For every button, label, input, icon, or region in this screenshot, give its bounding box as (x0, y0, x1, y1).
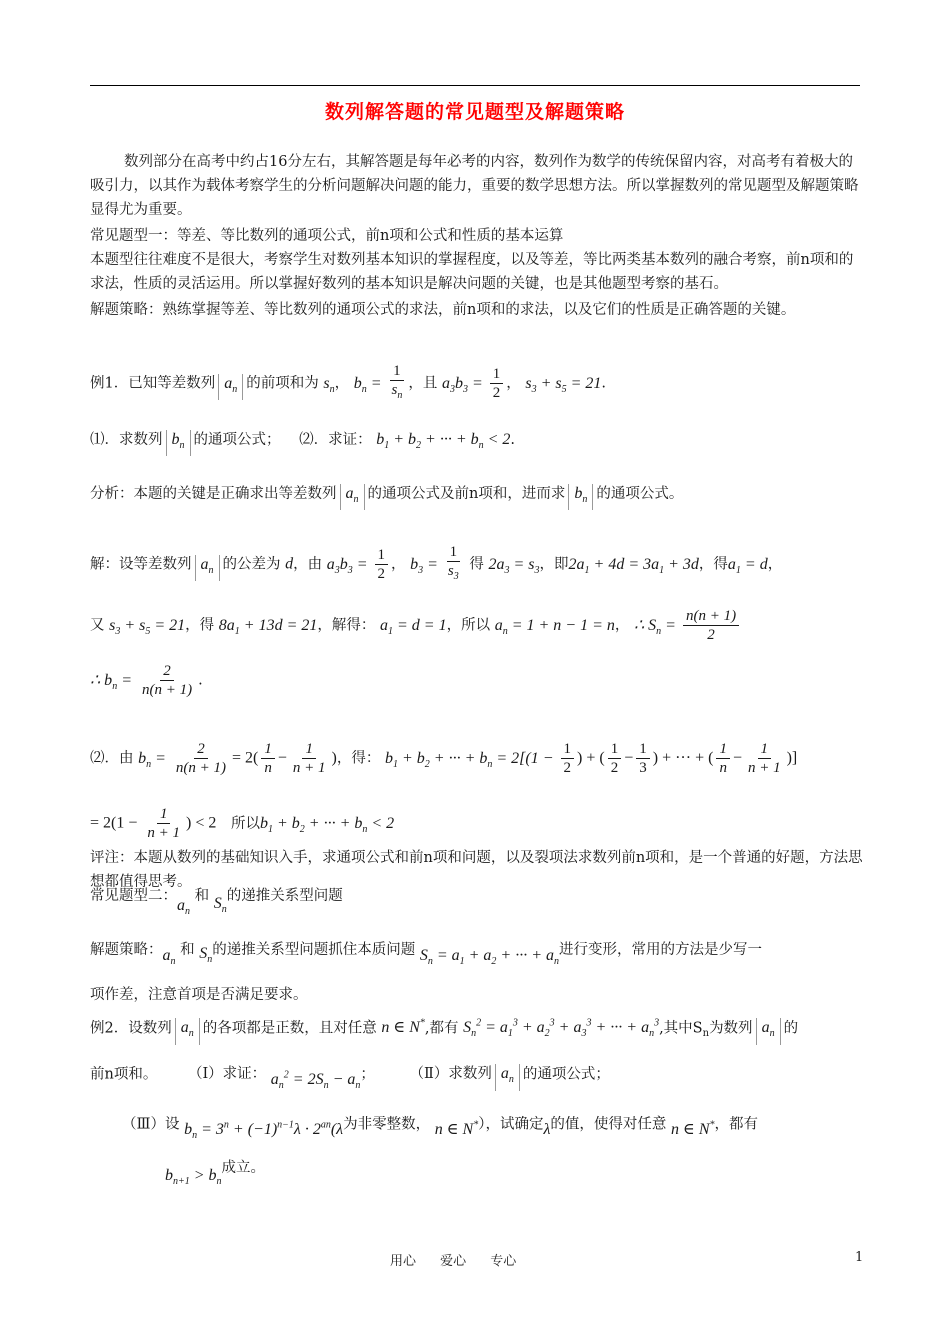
seq-a-formula: $a_n$ (495, 1064, 520, 1090)
type2-strategy-cont: 项作差，注意首项是否满足要求。 (90, 987, 308, 1003)
ex1-comment: 评注：本题从数列的基础知识入手，求通项公式和前n项和问题，以及裂项法求数列前n项和，是一个普通的好题，方法思想都值得思考。 (90, 850, 863, 890)
formula-bn-increasing: $b_{n+1} > b_n$ (165, 1167, 222, 1188)
formula-an: $a_n = 1 + n - 1 = n$ (494, 616, 615, 637)
formula-bn-def: $b_n$ = (353, 374, 386, 395)
ex1-solution-line2: 又 $s_3 + s_5 = 21$，得 $8a_1 + 13d = 21$，解得： $a_1 = d = 1$，所以 $a_n = 1 + n - 1 = n$， ∴ $S_n$ = $\frac{n(n + 1)}{2}$ (90, 607, 865, 644)
seq-a-formula: $a_n$ (195, 555, 220, 581)
formula-sn: $S_n$ (199, 945, 213, 966)
ex1-part2-line2: = 2(1 − $\frac{1}{n + 1}$ ) < 2 所以$b_1 + b_2$ + ··· + $b_n < 2$ (90, 806, 395, 841)
formula-eq-d: $2a_1 + 4d = 3a_1 + 3d$ (568, 555, 699, 576)
formula-sn-frac: $\frac{n(n + 1)}{2}$ (683, 607, 739, 644)
ex1-part2-line1: ⑵．由 $b_n$ = $\frac{2}{n(n + 1)}$ = 2( $\frac{1}{n}$ − $\frac{1}{n + 1}$ )，得： $b_1 + b_2$ + ··· + $b_n = 2[(1$ − $\frac{1}{2}$ ) + ( $\frac{1}{2}$ − $\frac{1}{3}$ ) + ··· + ( $\frac{1}{n}$ − $\frac{1}{n + 1}$ )] (90, 741, 798, 776)
seq-b-formula: $b_n$ (568, 484, 593, 510)
ex1-statement: 例1．已知等差数列 $a_n$ 的前项和为 $s_n$， $b_n$ = $\frac{1}{s_n}$ ，且 $a_3b_3$ = $\frac{1}{2}$ ， $s_3 + s_5 = 21$. (90, 362, 865, 405)
type1-description: 本题型往往难度不是很大，考察学生对数列基本知识的掌握程度，以及等差，等比两类基本数列的融合考察，前n项和的求法，性质的灵活运用。所以掌握好数列的基本知识是解决问题的关键，也是其他题型考察的基石。 (90, 252, 854, 292)
formula-bn-result: ∴ $b_n$ = (90, 671, 136, 692)
ex2-part3-cont: $b_{n+1} > b_n$成立。 (165, 1160, 266, 1188)
seq-a-formula: $a_n$ (175, 1018, 200, 1044)
formula-s3s5: $s_3 + s_5 = 21$ (525, 374, 602, 395)
formula-b3: $b_3$ = (410, 555, 442, 576)
formula-cube-sum: $S_n^2 = a_1^3 + a_2^3 + a_3^3$ + ··· + $a_n^3$ (463, 1018, 660, 1040)
header-rule (90, 85, 860, 86)
type1-heading: 常见题型一：等差、等比数列的通项公式，前n项和公式和性质的基本运算 (90, 228, 564, 244)
seq-a-formula: $a_n$ (218, 374, 243, 400)
ex1-analysis: 分析：本题的关键是正确求出等差数列 $a_n$ 的通项公式及前n项和，进而求 $b_n$ 的通项公式。 (90, 482, 865, 510)
formula-8a1: $8a_1 + 13d = 21$ (218, 616, 318, 637)
ex1-bn-result: ∴ $b_n$ = $\frac{2}{n(n + 1)}$ . (90, 663, 203, 698)
formula-bn-result-frac: $\frac{2}{n(n + 1)}$ (141, 663, 193, 698)
footer-slogan: 用心 爱心 专心 (390, 1254, 517, 1269)
ex1-solution-line1: 解：设等差数列 $a_n$ 的公差为 d，由 $a_3b_3$ = $\frac{1}{2}$ ， $b_3$ = $\frac{1}{s_3}$ 得 $2a_3 = s_3$，即$2a_1 + 4d = 3a_1 + 3d$，得$a_1 = d$， (90, 543, 865, 586)
ex1-questions: ⑴．求数列 $b_n$ 的通项公式； ⑵．求证： $b_1 + b_2$ + ··· + $b_n < 2$. (90, 428, 865, 458)
formula-sum-bn: $b_1 + b_2$ + ··· + $b_n < 2$ (259, 814, 395, 835)
formula-n-in-N: n ∈ N* (434, 1120, 479, 1139)
ex2-statement: 例2．设数列 $a_n$ 的各项都是正数，且对任意 n ∈ N*,都有 $S_n^2 = a_1^3 + a_2^3 + a_3^3$ + ··· + $a_n^3$,其中$S_n$为数列 $a_n$ 的 (90, 1012, 865, 1047)
formula-bn-frac: $\frac{1}{s_n}$ (391, 363, 403, 401)
formula-half: $\frac{1}{2}$ (490, 365, 504, 402)
page-number: 1 (855, 1250, 864, 1265)
type1-strategy: 解题策略：熟练掌握等差、等比数列的通项公式的求法，前n项和的求法，以及它们的性质是正确答题的关键。 (90, 302, 796, 318)
formula-final-bound: = 2(1 − (90, 814, 142, 832)
formula-half: $\frac{1}{2}$ (375, 546, 389, 583)
formula-an-squared: $a_n^2 = 2S_n - a_n$ (270, 1070, 361, 1092)
ex2-questions: 前n项和。 （Ⅰ）求证： $a_n^2 = 2S_n - a_n$； （Ⅱ）求数列 $a_n$ 的通项公式； (90, 1065, 610, 1092)
formula-sn: $s_n$ (323, 374, 335, 395)
formula-sn-result: ∴ $S_n$ = (633, 616, 680, 637)
seq-b-formula: $b_n$ (166, 430, 191, 456)
formula-n-in-N: n ∈ N* (381, 1018, 425, 1037)
formula-a3b3: $a_3b_3$ = (326, 555, 372, 576)
formula-d: d (285, 555, 294, 573)
formula-2a3: $2a_3 = s_3$ (488, 555, 540, 576)
intro-paragraph: 数列部分在高考中约占16分左右，其解答题是每年必考的内容，数列作为数学的传统保留内容，对高考有着极大的吸引力，以其作为载体考察学生的分析问题解决问题的能力，重要的数学思想方法。所以掌握数列的常见题型及解题策略显得尤为重要。 (90, 154, 859, 218)
seq-a-formula: $a_n$ (340, 484, 365, 510)
formula-bn-split: $b_n$ = (138, 749, 170, 770)
formula-sum-bn: $b_1 + b_2$ + ··· + $b_n < 2$ (376, 431, 511, 452)
formula-b3-frac: $\frac{1}{s_3}$ (447, 544, 459, 582)
type2-strategy: 解题策略：$a_n$ 和 $S_n$的递推关系型问题抓住本质问题 $S_n = a_1 + a_2$ + ··· + $a_n$进行变形，常用的方法是少写一 (90, 942, 763, 968)
formula-sn-sum: $S_n = a_1 + a_2$ + ··· + $a_n$ (419, 947, 560, 968)
ex2-part3: （Ⅲ）设 $b_n = 3^n + (-1)^{n-1}\lambda \cdot 2^{an}(\lambda$为非零整数， n ∈ N*），试确定λ的值，使得对任意 n ∈ N*，都有 (122, 1116, 759, 1142)
type2-heading: 常见题型二：$a_n$ 和 $S_n$的递推关系型问题 (90, 888, 343, 918)
formula-a1-d-1: $a_1 = d = 1$ (379, 616, 447, 637)
formula-an: $a_n$ (177, 897, 190, 918)
formula-a3b3: $a_3b_3$ = (441, 374, 487, 395)
formula-a1-d: $a_1 = d$ (727, 555, 768, 576)
formula-n-in-N: n ∈ N* (671, 1120, 715, 1139)
seq-a-formula: $a_n$ (756, 1018, 781, 1044)
formula-telescoping: $b_1 + b_2$ + ··· + $b_n = 2[(1$ − (384, 749, 558, 770)
formula-an: $a_n$ (162, 947, 176, 968)
page-title: 数列解答题的常见题型及解题策略 (324, 101, 625, 123)
formula-bn-def2: $b_n = 3^n + (-1)^{n-1}\lambda \cdot 2^{an}(\lambda$ (184, 1120, 344, 1142)
formula-s3s5: $s_3 + s_5 = 21$ (109, 616, 186, 637)
formula-sn: $S_n$ (213, 895, 227, 916)
formula-lambda: λ (543, 1121, 551, 1139)
